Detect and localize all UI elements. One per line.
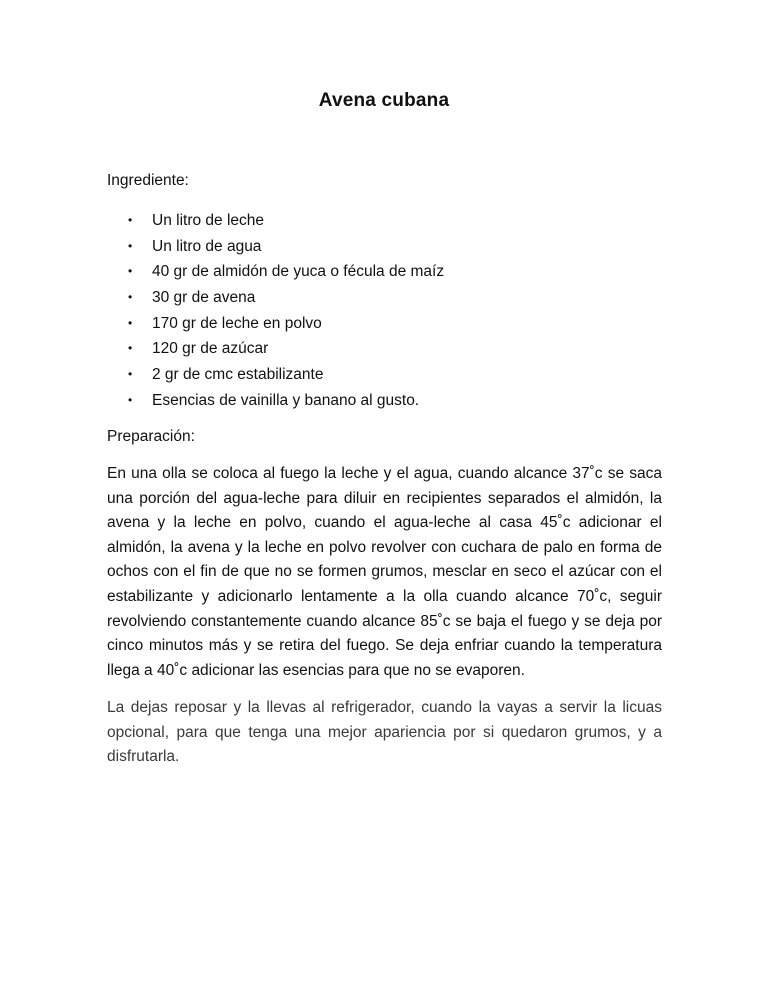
ingredient-text: 40 gr de almidón de yuca o fécula de maíz [152, 263, 445, 281]
preparation-paragraph: En una olla se coloca al fuego la leche y el agua, cuando alcance 37˚c se saca una porción del agua-leche para diluir en recipientes separados el almidón, la avena y la leche en polvo, cuando el agua-leche al casa 45˚c adicionar el almidón, la avena y la leche en polvo revolver con cuchara de palo en forma de ochos con el fin de que no se formen grumos, mesclar en seco el azúcar con el estabilizante y adicionarlo lentamente a la olla cuando alcance 70˚c, seguir revolviendo constantemente cuando alcance 85˚c se baja el fuego y se deja por cinco minutos más y se retira del fuego. Se deja enfriar cuando la temperatura llega a 40˚c adicionar las esencias para que no se evaporen. [107, 465, 662, 679]
list-item [128, 234, 444, 260]
document-title: Avena cubana [318, 90, 450, 111]
ingredient-text: 2 gr de cmc estabilizante [152, 366, 324, 384]
bullet-icon: • [128, 213, 133, 227]
list-item [128, 285, 444, 311]
bullet-icon: • [128, 264, 133, 279]
bullet-icon: • [128, 315, 133, 330]
bullet-icon: • [128, 367, 133, 382]
ingredients-list [128, 208, 444, 414]
ingredients-heading: Ingrediente: [107, 172, 189, 189]
ingredient-text: Un litro de leche [152, 212, 265, 229]
ingredient-text: Un litro de agua [152, 237, 262, 255]
ingredient-text: 170 gr de leche en polvo [152, 314, 322, 332]
bullet-icon: • [128, 392, 133, 407]
list-item [128, 311, 444, 337]
ingredient-text: 30 gr de avena [152, 289, 256, 307]
list-item [128, 336, 444, 362]
bullet-icon: • [128, 238, 133, 253]
list-item [128, 388, 444, 414]
bullet-icon: • [128, 290, 133, 305]
ingredient-text: 120 gr de azúcar [152, 340, 269, 358]
serving-paragraph: La dejas reposar y la llevas al refrigerador, cuando la vayas a servir la licuas opcional, para que tenga una mejor apariencia por si quedaron grumos, y a disfrutarla. [107, 699, 662, 766]
bullet-icon: • [128, 341, 133, 356]
list-item [128, 362, 444, 388]
preparation-heading: Preparación: [107, 428, 195, 445]
list-item [128, 259, 444, 285]
ingredient-text: Esencias de vainilla y banano al gusto. [152, 391, 420, 409]
list-item [128, 208, 444, 234]
